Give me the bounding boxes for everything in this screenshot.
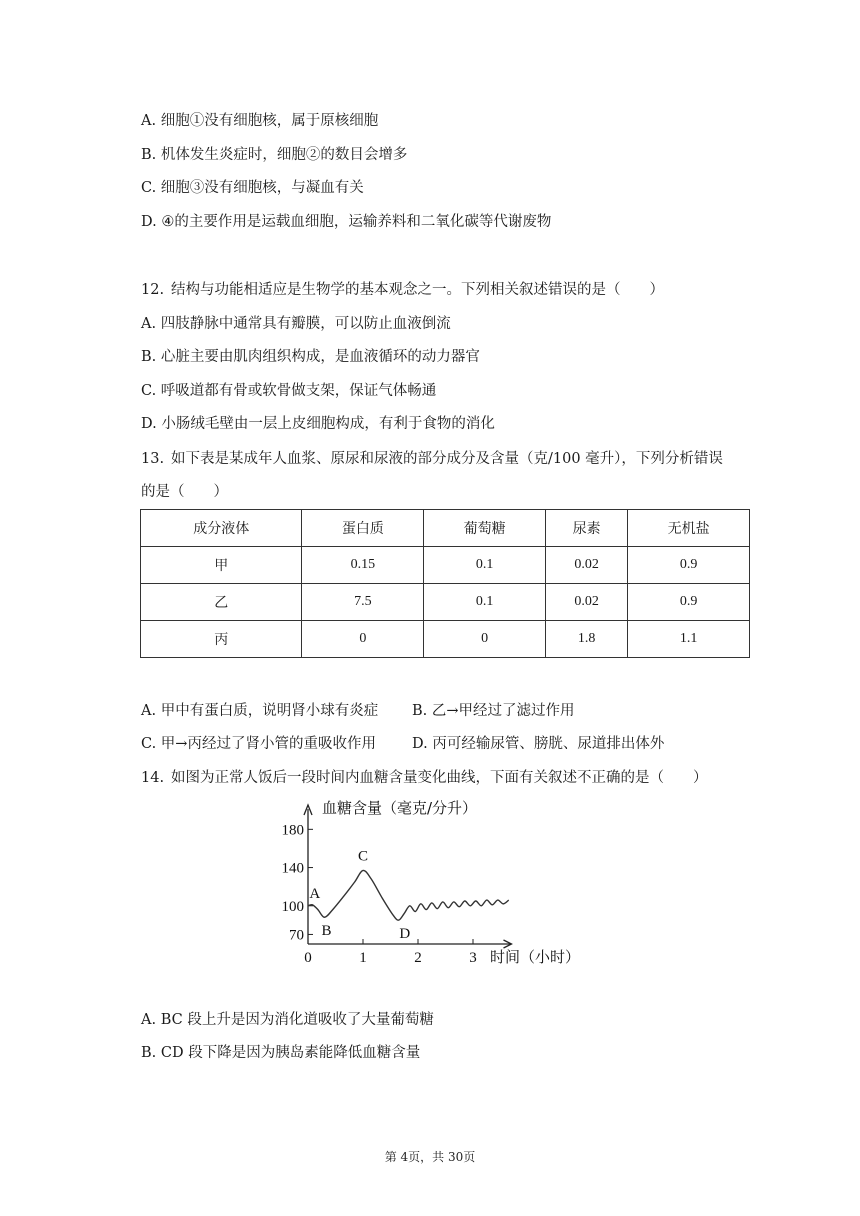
q11-option-a: A. 细胞①没有细胞核，属于原核细胞 — [141, 113, 379, 129]
y-axis-label: 血糖含量（毫克/分升） — [322, 799, 478, 817]
point-label: A — [309, 885, 321, 902]
q14-stem-text: 如图为正常人饭后一段时间内血糖含量变化曲线，下面有关叙述不正确的是（ ） — [171, 770, 708, 786]
q12-option-c: C. 呼吸道都有骨或软骨做支架，保证气体畅通 — [141, 383, 437, 399]
table-cell: 0.1 — [424, 584, 546, 621]
x-tick-label: 2 — [414, 950, 422, 966]
table-cell: 0.02 — [546, 584, 628, 621]
x-tick-label: 3 — [469, 950, 477, 966]
table-cell: 0.02 — [546, 547, 628, 584]
point-label: C — [357, 848, 369, 865]
table-row — [141, 621, 750, 658]
table-cell: 1.1 — [628, 621, 750, 658]
table-cell: 7.5 — [302, 584, 424, 621]
table-cell: 0 — [302, 621, 424, 658]
table-cell: 0.9 — [628, 547, 750, 584]
table-cell: 0.9 — [628, 584, 750, 621]
q11-option-b: B. 机体发生炎症时，细胞②的数目会增多 — [141, 147, 408, 163]
q13-stem-line1: 如下表是某成年人血浆、原尿和尿液的部分成分及含量（克/100 毫升），下列分析错误 — [171, 451, 723, 467]
y-tick-label: 100 — [281, 898, 304, 915]
q12-option-a: A. 四肢静脉中通常具有瓣膜，可以防止血液倒流 — [141, 316, 451, 332]
q11-option-d: D. ④的主要作用是运载血细胞，运输养料和二氧化碳等代谢废物 — [141, 214, 552, 230]
blood-glucose-chart — [276, 795, 596, 975]
table-header-cell: 尿素 — [546, 510, 628, 547]
q14-stem — [141, 768, 708, 788]
table-header-cell: 无机盐 — [628, 510, 750, 547]
q13-option-c: C. 甲→丙经过了肾小管的重吸收作用 — [141, 736, 376, 752]
point-label: B — [321, 923, 332, 940]
q13-stem — [141, 449, 723, 469]
q13-stem-line2: 的是（ ） — [141, 484, 228, 500]
table-header-cell: 葡萄糖 — [424, 510, 546, 547]
y-tick-label: 70 — [289, 927, 304, 944]
glucose-curve — [308, 870, 509, 920]
q12-stem-text: 结构与功能相适应是生物学的基本观念之一。下列相关叙述错误的是（ ） — [171, 282, 664, 298]
table-row — [141, 584, 750, 621]
q13-option-d: D. 丙可经输尿管、膀胱、尿道排出体外 — [412, 736, 665, 752]
q11-option-c: C. 细胞③没有细胞核，与凝血有关 — [141, 180, 364, 196]
q14-number: 14. — [141, 770, 165, 786]
q12-option-b: B. 心脏主要由肌肉组织构成，是血液循环的动力器官 — [141, 349, 480, 365]
x-tick-label: 1 — [359, 950, 367, 966]
table-header-cell: 蛋白质 — [302, 510, 424, 547]
q12-stem — [141, 280, 664, 300]
table-header-cell: 成分液体 — [141, 510, 302, 547]
table-row — [141, 547, 750, 584]
x-axis-label: 时间（小时） — [490, 948, 581, 966]
table-header-row — [141, 510, 750, 547]
table-cell: 丙 — [141, 621, 302, 658]
point-label: D — [399, 926, 411, 943]
q14-option-b: B. CD 段下降是因为胰岛素能降低血糖含量 — [141, 1045, 421, 1061]
q14-option-a: A. BC 段上升是因为消化道吸收了大量葡萄糖 — [141, 1012, 434, 1028]
table-cell: 0.1 — [424, 547, 546, 584]
table-cell: 0 — [424, 621, 546, 658]
x-tick-label: 0 — [304, 950, 312, 966]
table-cell: 0.15 — [302, 547, 424, 584]
table-cell: 甲 — [141, 547, 302, 584]
q12-number: 12. — [141, 282, 165, 298]
q13-option-b: B. 乙→甲经过了滤过作用 — [412, 703, 575, 719]
q12-option-d: D. 小肠绒毛壁由一层上皮细胞构成，有利于食物的消化 — [141, 416, 495, 432]
y-tick-label: 140 — [281, 860, 304, 877]
q13-number: 13. — [141, 451, 165, 467]
q13-table — [140, 509, 750, 658]
q13-option-a: A. 甲中有蛋白质，说明肾小球有炎症 — [141, 703, 379, 719]
y-tick-label: 180 — [281, 822, 304, 839]
page-footer: 第 4页，共 30页 — [384, 1150, 476, 1164]
table-cell: 乙 — [141, 584, 302, 621]
table-cell: 1.8 — [546, 621, 628, 658]
